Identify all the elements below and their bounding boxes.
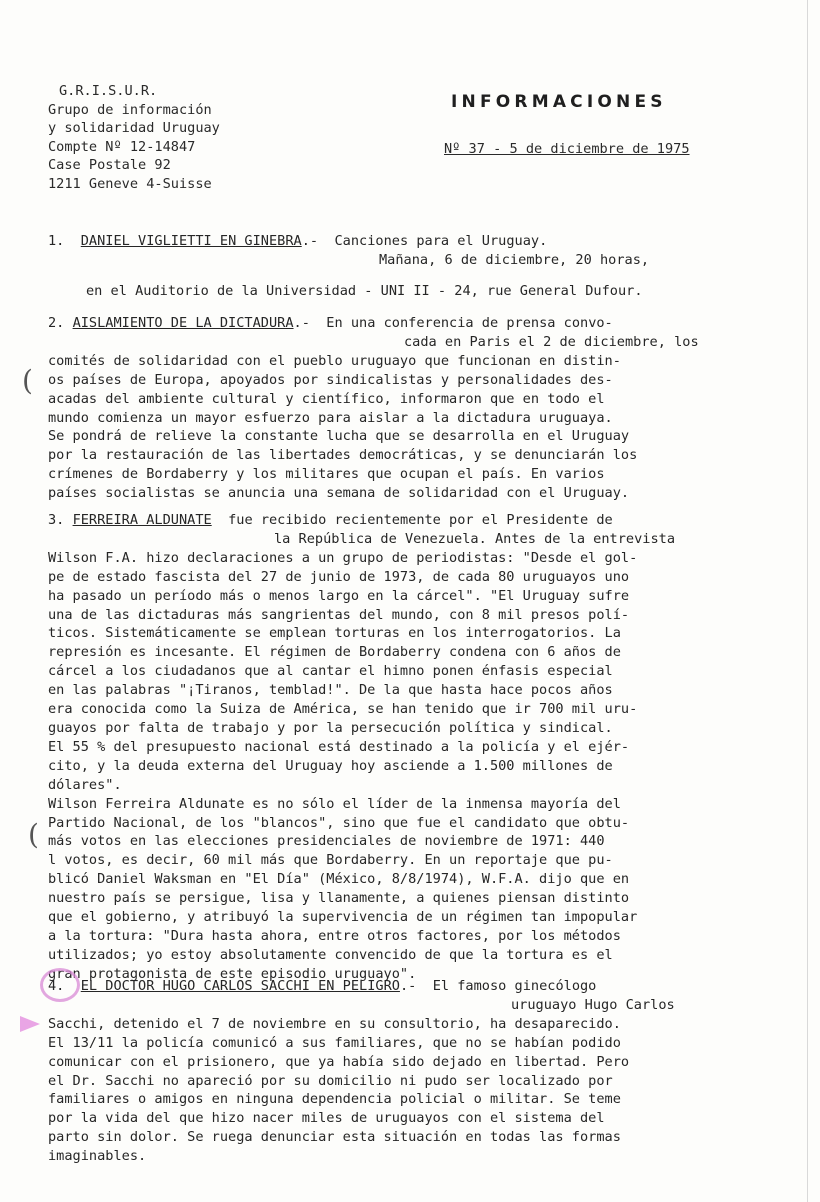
margin-bracket-mark: (	[22, 364, 33, 397]
margin-bracket-mark: (	[28, 818, 39, 851]
item-line: familiares o amigos en ninguna dependencia policial o militar. Se teme	[48, 1091, 621, 1108]
item-line: uruguayo Hugo Carlos	[511, 996, 675, 1013]
item-number: 2.	[48, 315, 65, 331]
item-line: la República de Venezuela. Antes de la entrevista	[274, 530, 676, 547]
item-line: Partido Nacional, de los "blancos", sino que fue el candidato que obtu-	[48, 814, 630, 831]
item-line: en las palabras "¡Tiranos, temblad!". De la que hasta hace pocos años	[48, 682, 613, 699]
sender-line: G.R.I.S.U.R.	[59, 83, 158, 99]
handwritten-arrow-mark	[20, 1016, 40, 1032]
item-first-line	[48, 232, 760, 251]
sender-address	[48, 82, 220, 194]
sender-line: 1211 Geneve 4-Suisse	[48, 175, 212, 192]
issue-number-date: Nº 37 - 5 de diciembre de 1975	[444, 141, 690, 157]
item-heading: AISLAMIENTO DE LA DICTADURA	[72, 315, 294, 331]
item-line: cada en Paris el 2 de diciembre, los	[404, 333, 699, 350]
item-line: guayos por falta de trabajo y por la persecución política y sindical.	[48, 719, 613, 736]
item-line: una de las dictaduras más sangrientas del mundo, con 8 mil presos polí-	[48, 606, 630, 623]
item-line: fue recibido recientemente por el Presidente de	[228, 512, 613, 528]
document-title: INFORMACIONES	[451, 92, 667, 112]
item-line: comités de solidaridad con el pueblo uruguayo que funcionan en distin-	[48, 352, 621, 369]
item-line: más votos en las elecciones presidenciales de noviembre de 1971: 440	[48, 833, 605, 850]
news-item-4	[48, 977, 760, 1166]
item-line: acadas del ambiente cultural y científico, informaron que en todo el	[48, 390, 605, 407]
item-first-line	[48, 977, 760, 996]
item-line: Wilson F.A. hizo declaraciones a un grupo de periodistas: "Desde el gol-	[48, 549, 638, 566]
item-heading: DANIEL VIGLIETTI EN GINEBRA	[80, 233, 302, 249]
item-first-line	[48, 511, 758, 530]
item-line: a la tortura: "Dura hasta ahora, entre otros factores, por los métodos	[48, 927, 621, 944]
item-line: l votos, es decir, 60 mil más que Bordaberry. En un reportaje que pu-	[48, 852, 613, 869]
news-item-1	[48, 232, 760, 301]
item-line: Sacchi, detenido el 7 de noviembre en su consultorio, ha desaparecido.	[48, 1015, 621, 1032]
item-line: ticos. Sistemáticamente se emplean torturas en los interrogatorios. La	[48, 625, 621, 642]
item-line: El 13/11 la policía comunicó a sus familiares, que no se habían podido	[48, 1034, 621, 1051]
item-line: represión es incesante. El régimen de Bordaberry condena con 6 años de	[48, 644, 621, 661]
item-line: cito, y la deuda externa del Uruguay hoy asciende a 1.500 millones de	[48, 757, 613, 774]
item-line: Se pondrá de relieve la constante lucha que se desarrolla en el Uruguay	[48, 428, 630, 445]
item-line: En una conferencia de prensa convo-	[326, 315, 613, 331]
item-line: Wilson Ferreira Aldunate es no sólo el líder de la inmensa mayoría del	[48, 795, 621, 812]
sender-line: Compte Nº 12-14847	[48, 138, 196, 155]
item-line: blicó Daniel Waksman en "El Día" (México, 8/8/1974), W.F.A. dijo que en	[48, 871, 630, 888]
item-number: 4.	[48, 978, 65, 994]
item-heading: FERREIRA ALDUNATE	[72, 512, 212, 528]
item-line: El 55 % del presupuesto nacional está destinado a la policía y el ejér-	[48, 738, 630, 755]
item-line: mundo comienza un mayor esfuerzo para aislar a la dictadura uruguaya.	[48, 409, 613, 426]
item-line: por la vida del que hizo nacer miles de uruguayos con el sistema del	[48, 1110, 605, 1127]
item-line: comunicar con el prisionero, que ya había sido dejado en libertad. Pero	[48, 1053, 630, 1070]
item-line: imaginables.	[48, 1148, 147, 1165]
sender-line: Case Postale 92	[48, 157, 171, 174]
item-line: nuestro país se persigue, lisa y llanamente, a quienes piensan distinto	[48, 890, 630, 907]
page-edge	[807, 0, 808, 1202]
item-first-line	[48, 314, 758, 333]
item-line: era conocida como la Suiza de América, se han tenido que ir 700 mil uru-	[48, 701, 638, 718]
item-line: Canciones para el Uruguay.	[334, 233, 548, 249]
item-line: gran protagonista de este episodio uruguayo".	[48, 965, 417, 982]
item-line: países socialistas se anuncia una semana de solidaridad con el Uruguay.	[48, 485, 630, 502]
item-line: parto sin dolor. Se ruega denunciar esta situación en todas las formas	[48, 1129, 621, 1146]
item-line: el Dr. Sacchi no apareció por su domicilio ni pudo ser localizado por	[48, 1072, 613, 1089]
sender-line: y solidaridad Uruguay	[48, 120, 220, 137]
item-line: dólares".	[48, 776, 122, 793]
item-line: cárcel a los ciudadanos que al cantar el himno ponen énfasis especial	[48, 663, 613, 680]
heading-suffix: .-	[293, 315, 310, 331]
item-line: crímenes de Bordaberry y los militares que ocupan el país. En varios	[48, 466, 605, 483]
item-line: El famoso ginecólogo	[432, 978, 597, 994]
item-line: ha pasado un período más o menos largo en la cárcel". "El Uruguay sufre	[48, 587, 630, 604]
item-line: Mañana, 6 de diciembre, 20 horas,	[379, 251, 650, 268]
item-heading: EL DOCTOR HUGO CARLOS SACCHI EN PELIGRO	[80, 978, 400, 994]
heading-suffix: .-	[399, 978, 417, 994]
heading-suffix: .-	[301, 233, 319, 249]
item-number: 3.	[48, 512, 65, 528]
item-line: pe de estado fascista del 27 de junio de 1973, de cada 80 uruguayos uno	[48, 568, 630, 585]
item-line: por la restauración de las libertades democráticas, y se denunciarán los	[48, 447, 638, 464]
item-line: utilizados; yo estoy absolutamente convencido de que la tortura es el	[48, 946, 613, 963]
item-line: que el gobierno, y atribuyó la supervivencia de un régimen tan impopular	[48, 909, 638, 926]
item-line: os países de Europa, apoyados por sindicalistas y personalidades des-	[48, 371, 613, 388]
news-item-2	[48, 314, 758, 503]
item-line: en el Auditorio de la Universidad - UNI II - 24, rue General Dufour.	[86, 282, 643, 299]
news-item-3	[48, 511, 758, 984]
item-number: 1.	[48, 233, 65, 249]
sender-line: Grupo de información	[48, 101, 212, 118]
